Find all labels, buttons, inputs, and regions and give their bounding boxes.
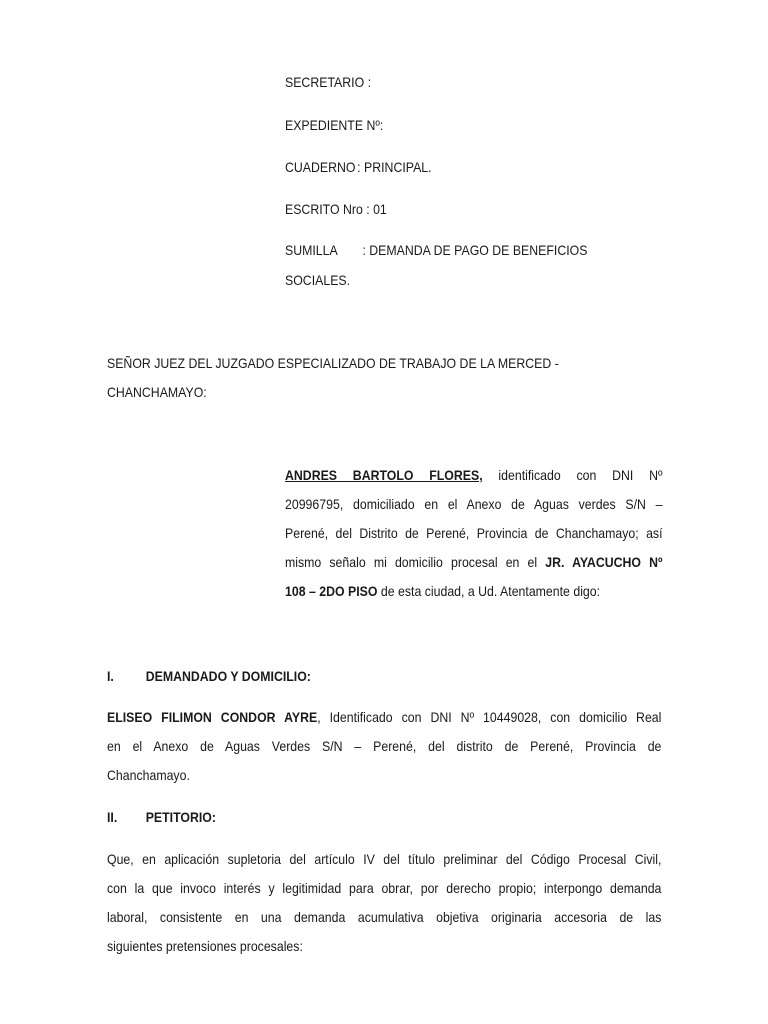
- sumilla-value-cont: SOCIALES.: [285, 272, 351, 288]
- sumilla-value: : DEMANDA DE PAGO DE BENEFICIOS: [362, 242, 588, 258]
- cuaderno-label: CUADERNO: [285, 159, 356, 175]
- addressee-line-2: CHANCHAMAYO:: [107, 384, 207, 400]
- section-2-number: II.: [107, 809, 118, 825]
- section-2-line-2: con la que invoco interés y legitimidad para obrar, por derecho propio; interpongo demanda: [107, 880, 662, 896]
- section-1-title: DEMANDADO Y DOMICILIO:: [145, 668, 311, 684]
- plaintiff-name: ANDRES BARTOLO FLORES,: [285, 467, 483, 483]
- section-1-line-1: [107, 703, 661, 732]
- secretario-line: SECRETARIO :: [285, 74, 372, 90]
- procesal-address: JR. AYACUCHO Nº: [545, 554, 663, 570]
- section-2-heading: [107, 808, 216, 826]
- section-1-number: I.: [107, 668, 114, 684]
- intro-line-3: Perené, del Distrito de Perené, Provincia de Chanchamayo; así: [285, 525, 663, 541]
- intro-text: de esta ciudad, a Ud. Atentamente digo:: [380, 583, 601, 599]
- intro-line-1: [285, 461, 663, 490]
- section-2-line-4: siguientes pretensiones procesales:: [107, 938, 303, 954]
- intro-line-2: 20996795, domiciliado en el Anexo de Aguas verdes S/N –: [285, 496, 663, 512]
- sumilla-label: SUMILLA: [285, 242, 338, 258]
- section-2-line-1: Que, en aplicación supletoria del artículo IV del título preliminar del Código Procesal Civil,: [107, 851, 662, 867]
- section-1-heading: [107, 667, 311, 685]
- section-2-line-3: laboral, consistente en una demanda acumulativa objetiva originaria accesoria de las: [107, 909, 662, 925]
- intro-text: mismo señalo mi domicilio procesal en el: [285, 554, 538, 570]
- escrito-line: ESCRITO Nro : 01: [285, 201, 387, 217]
- cuaderno-line: [285, 158, 432, 176]
- intro-line-5: [285, 577, 663, 606]
- addressee-line-1: SEÑOR JUEZ DEL JUZGADO ESPECIALIZADO DE TRABAJO DE LA MERCED -: [107, 355, 559, 371]
- expediente-line: EXPEDIENTE Nº:: [285, 117, 384, 133]
- section-1-text: , Identificado con DNI Nº 10449028, con domicilio Real: [317, 709, 662, 725]
- defendant-name: ELISEO FILIMON CONDOR AYRE: [107, 709, 318, 725]
- procesal-address-cont: 108 – 2DO PISO: [285, 583, 378, 599]
- section-1-line-3: Chanchamayo.: [107, 767, 190, 783]
- section-2-title: PETITORIO:: [145, 809, 216, 825]
- cuaderno-value: : PRINCIPAL.: [357, 159, 432, 175]
- intro-text: identificado con DNI Nº: [498, 467, 663, 483]
- section-1-line-2: en el Anexo de Aguas Verdes S/N – Perené, del distrito de Perené, Provincia de: [107, 738, 662, 754]
- intro-line-4: [285, 548, 663, 577]
- sumilla-line: [285, 241, 587, 259]
